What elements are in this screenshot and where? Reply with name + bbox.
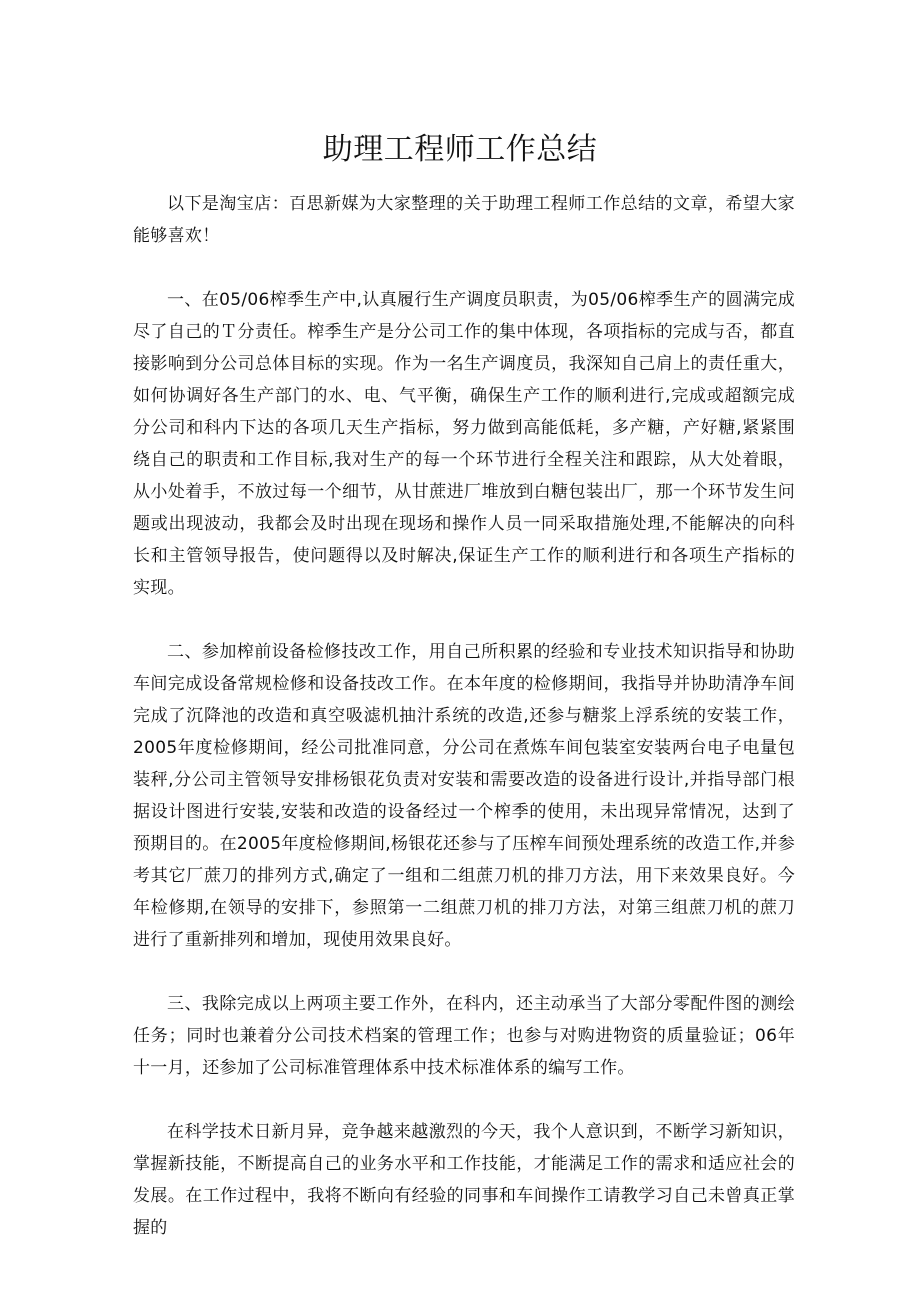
section-one-paragraph: 一、在05/06榨季生产中,认真履行生产调度员职责，为05/06榨季生产的圆满完成尽了自己的Ｔ分责任。榨季生产是分公司工作的集中体现，各项指标的完成与否，都直接影响到分公司总体目标的实现。作为一名生产调度员，我深知自己肩上的责任重大，如何协调好各生产部门的水、电、气平衡，确保生产工作的顺利进行,完成或超额完成分公司和科内下达的各项几天生产指标，努力做到高能低耗，多产糖，产好糖,紧紧围绕自己的职责和工作目标,我对生产的每一个环节进行全程关注和跟踪，从大处着眼，从小处着手，不放过每一个细节，从甘蔗进厂堆放到白糖包装出厂，那一个环节发生问题或出现波动，我都会及时出现在现场和操作人员一同采取措施处理,不能解决的向科长和主管领导报告，使问题得以及时解决,保证生产工作的顺利进行和各项生产指标的实现。 — [133, 290, 795, 598]
intro-paragraph: 以下是淘宝店：百思新媒为大家整理的关于助理工程师工作总结的文章，希望大家能够喜欢！ — [133, 194, 795, 246]
document-body — [133, 188, 795, 1244]
section-two-paragraph: 二、参加榨前设备检修技改工作，用自己所积累的经验和专业技术知识指导和协助车间完成设备常规检修和设备技改工作。在本年度的检修期间，我指导并协助清净车间完成了沉降池的改造和真空吸滤机抽汁系统的改造,还参与糖浆上浮系统的安装工作，2005年度检修期间，经公司批准同意，分公司在煮炼车间包装室安装两台电子电量包装秤,分公司主管领导安排杨银花负责对安装和需要改造的设备进行设计,并指导部门根据设计图进行安装,安装和改造的设备经过一个榨季的使用，未出现异常情况，达到了预期目的。在2005年度检修期间,杨银花还参与了压榨车间预处理系统的改造工作,并参考其它厂蔗刀的排列方式,确定了一组和二组蔗刀机的排刀方法，用下来效果良好。今年检修期,在领导的安排下，参照第一二组蔗刀机的排刀方法，对第三组蔗刀机的蔗刀进行了重新排列和增加，现使用效果良好。 — [133, 642, 795, 950]
closing-paragraph: 在科学技术日新月异，竞争越来越激烈的今天，我个人意识到，不断学习新知识，掌握新技能，不断提高自己的业务水平和工作技能，才能满足工作的需求和适应社会的发展。在工作过程中，我将不断向有经验的同事和车间操作工请教学习自己未曾真正掌握的 — [133, 1122, 795, 1238]
page-title: 助理工程师工作总结 — [322, 132, 598, 167]
section-three-paragraph: 三、我除完成以上两项主要工作外，在科内，还主动承当了大部分零配件图的测绘任务；同时也兼着分公司技术档案的管理工作；也参与对购进物资的质量验证；06年十一月，还参加了公司标准管理体系中技术标准体系的编写工作。 — [133, 994, 795, 1078]
